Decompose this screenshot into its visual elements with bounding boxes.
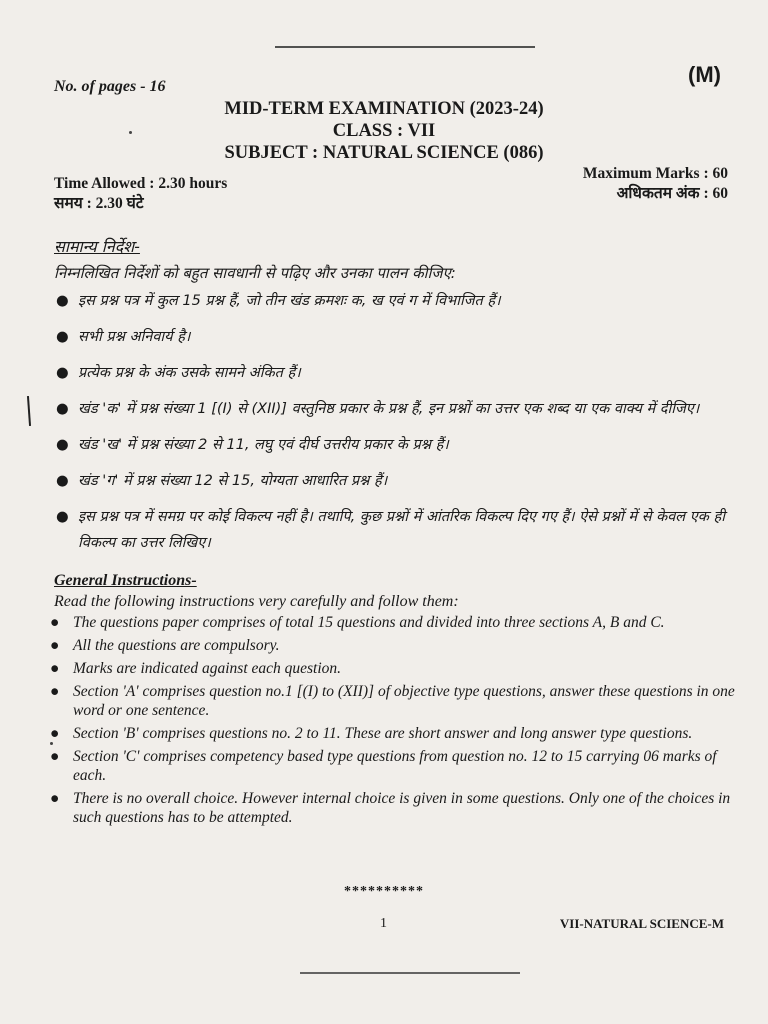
hindi-instruction-item bbox=[54, 288, 744, 314]
footer-code: VII-NATURAL SCIENCE-M bbox=[559, 916, 724, 931]
instruction-item bbox=[48, 789, 738, 827]
instruction-item bbox=[48, 613, 738, 632]
bullet-icon: ● bbox=[56, 329, 69, 345]
top-rule bbox=[275, 46, 535, 48]
hindi-instruction-item bbox=[54, 396, 744, 422]
title-block bbox=[0, 98, 768, 164]
instruction-text: All the questions are compulsory. bbox=[73, 637, 280, 654]
hindi-instruction-item bbox=[54, 360, 744, 386]
time-en: Time Allowed : 2.30 hours bbox=[54, 175, 228, 192]
hindi-instruction-text: खंड 'ग' में प्रश्न संख्या 12 से 15, योग्यता आधारित प्रश्न हैं। bbox=[78, 473, 388, 489]
bullet-icon: ● bbox=[56, 509, 69, 525]
instruction-item bbox=[48, 682, 738, 720]
hindi-instruction-text: सभी प्रश्न अनिवार्य है। bbox=[78, 329, 191, 345]
instruction-item bbox=[48, 724, 738, 743]
hindi-instructions-heading: सामान्य निर्देश- bbox=[54, 237, 140, 256]
bullet-icon: ● bbox=[56, 401, 69, 417]
instruction-text: The questions paper comprises of total 15 questions and divided into three sections A, B and C. bbox=[73, 614, 665, 631]
bullet-icon: ● bbox=[56, 437, 69, 453]
page-count: No. of pages - 16 bbox=[54, 78, 166, 95]
class-label: CLASS : VII bbox=[332, 121, 436, 141]
time-hi: समय : 2.30 घंटे bbox=[54, 195, 144, 212]
maximum-marks bbox=[583, 164, 728, 204]
hindi-instruction-item bbox=[54, 504, 744, 556]
instruction-item bbox=[48, 747, 738, 785]
hindi-instruction-text: इस प्रश्न पत्र में कुल 15 प्रश्न हैं, जो तीन खंड क्रमशः क, ख एवं ग में विभाजित हैं। bbox=[78, 293, 501, 309]
instruction-item bbox=[48, 636, 738, 655]
instruction-text: Section 'C' comprises competency based type questions from question no. 12 to 15 carrying 06 marks of each. bbox=[73, 748, 717, 784]
instruction-item bbox=[48, 659, 738, 678]
bullet-icon: ● bbox=[50, 790, 60, 807]
hindi-instruction-item bbox=[54, 468, 744, 494]
marks-hi: अधिकतम अंक : 60 bbox=[616, 185, 728, 202]
subject-label: SUBJECT : NATURAL SCIENCE (086) bbox=[224, 143, 544, 163]
bullet-icon: ● bbox=[50, 683, 60, 700]
general-instructions-intro: Read the following instructions very carefully and follow them: bbox=[54, 593, 459, 610]
hindi-instruction-text: खंड 'ख' में प्रश्न संख्या 2 से 11, लघु एवं दीर्घ उत्तरीय प्रकार के प्रश्न हैं। bbox=[78, 437, 449, 453]
bullet-icon: ● bbox=[50, 637, 60, 654]
general-instructions-heading: General Instructions- bbox=[54, 572, 197, 589]
general-instructions-list bbox=[48, 613, 738, 831]
instruction-text: Marks are indicated against each question. bbox=[73, 660, 342, 677]
hindi-instruction-item bbox=[54, 324, 744, 350]
bullet-icon: ● bbox=[50, 725, 60, 742]
bullet-icon: ● bbox=[56, 365, 69, 381]
hindi-instruction-text: प्रत्येक प्रश्न के अंक उसके सामने अंकित हैं। bbox=[78, 365, 301, 381]
end-stars: ********** bbox=[344, 884, 424, 899]
instruction-text: Section 'A' comprises question no.1 [(I) to (XII)] of objective type questions, answer these questions in one word or one sentence. bbox=[73, 683, 735, 719]
marks-en: Maximum Marks : 60 bbox=[582, 165, 728, 182]
bullet-icon: ● bbox=[50, 660, 60, 677]
paper-code: (M) bbox=[688, 62, 721, 87]
bullet-icon: ● bbox=[50, 614, 60, 631]
bullet-icon: ● bbox=[56, 473, 69, 489]
bullet-icon: ● bbox=[50, 748, 60, 765]
instruction-text: Section 'B' comprises questions no. 2 to 11. These are short answer and long answer type questions. bbox=[73, 725, 693, 742]
bullet-icon: ● bbox=[56, 293, 69, 309]
page-number: 1 bbox=[380, 916, 387, 931]
hindi-instruction-text: खंड 'क' में प्रश्न संख्या 1 [(I) से (XII)] वस्तुनिष्ठ प्रकार के प्रश्न हैं, इन प्रश्नों का उत्तर एक शब्द या एक वाक्य में दीजिए। bbox=[78, 401, 700, 417]
speck-mark bbox=[129, 131, 132, 134]
hindi-instruction-text: इस प्रश्न पत्र में समग्र पर कोई विकल्प नहीं है। तथापि, कुछ प्रश्नों में आंतरिक विकल्प दिए गए हैं। ऐसे प्रश्नों में से केवल एक ही विकल्प का उत्तर लिखिए। bbox=[78, 509, 725, 551]
hindi-instructions-intro: निम्नलिखित निर्देशों को बहुत सावधानी से पढ़िए और उनका पालन कीजिए: bbox=[54, 264, 456, 282]
exam-title: MID-TERM EXAMINATION (2023-24) bbox=[224, 99, 544, 119]
hindi-instructions-list bbox=[54, 288, 744, 566]
margin-mark bbox=[27, 396, 31, 426]
time-allowed bbox=[54, 174, 227, 214]
speck-mark bbox=[50, 742, 53, 745]
bottom-rule bbox=[300, 972, 520, 974]
hindi-instruction-item bbox=[54, 432, 744, 458]
instruction-text: There is no overall choice. However internal choice is given in some questions. Only one of the choices in such questions has to be attempted. bbox=[73, 790, 731, 826]
